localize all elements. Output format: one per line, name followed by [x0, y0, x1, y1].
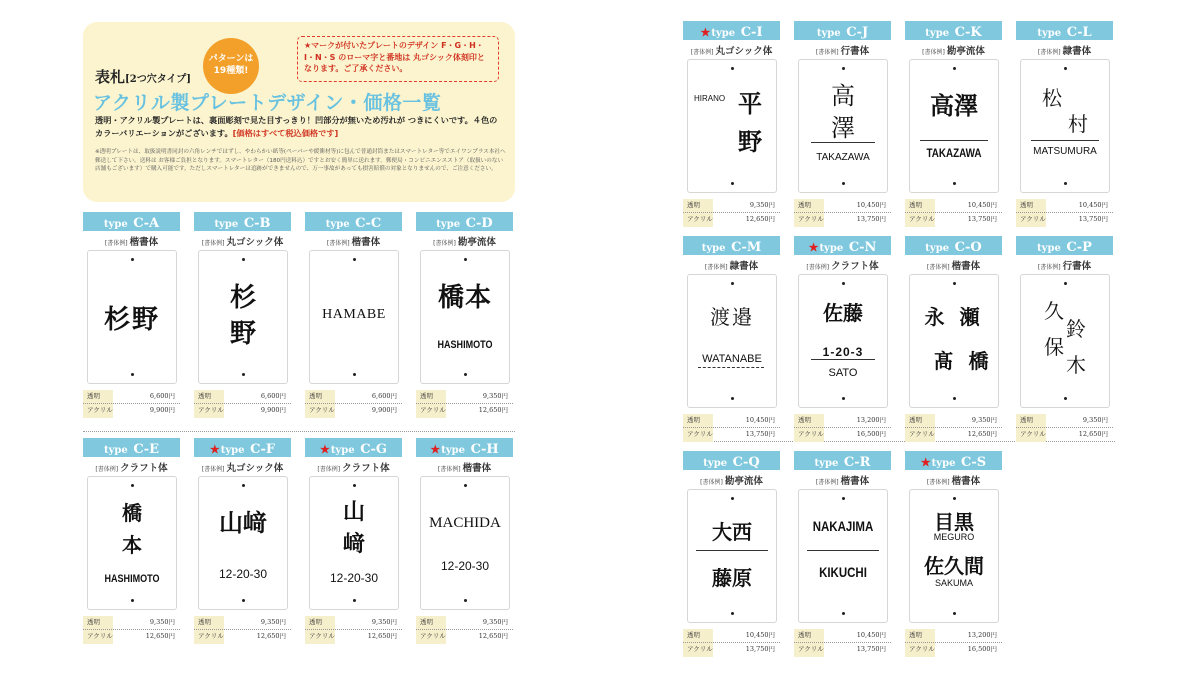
- font-style-label: [書体例] 楷書体: [926, 476, 981, 487]
- plate-card-c-p: [1016, 236, 1113, 444]
- price-acrylic: 12,650円: [478, 406, 508, 414]
- price-row-clear: 透明 9,350円: [194, 616, 291, 630]
- screw-hole: [242, 258, 245, 261]
- star-icon: ★: [209, 443, 220, 456]
- plate-card-c-b: [194, 212, 291, 420]
- plate-text: 12-20-30: [218, 567, 268, 581]
- plate-card-c-c: [305, 212, 402, 420]
- font-style-label: [書体例] 楷書体: [326, 237, 381, 248]
- font-style-label: [書体例] 丸ゴシック体: [690, 46, 773, 57]
- type-code: C-O: [954, 240, 982, 255]
- price-acrylic: 13,750円: [856, 645, 886, 653]
- price-row-acrylic: アクリル 13,750円: [794, 643, 891, 656]
- price-clear: 10,450円: [745, 631, 775, 639]
- type-label: type C-E: [103, 442, 160, 457]
- type-code: C-B: [243, 216, 271, 231]
- type-code: C-E: [133, 442, 160, 457]
- plate-rule: [698, 367, 764, 368]
- price-clear: 9,350円: [1082, 416, 1108, 424]
- screw-hole: [242, 373, 245, 376]
- type-code: C-Q: [732, 455, 760, 470]
- price-row-clear: 透明 9,350円: [683, 199, 780, 213]
- plate-text: 山: [342, 499, 365, 525]
- screw-hole: [953, 497, 956, 500]
- price-acrylic: 13,750円: [1078, 215, 1108, 223]
- screw-hole: [731, 397, 734, 400]
- font-style-label: [書体例] 勘亭流体: [922, 46, 985, 57]
- type-code: C-A: [133, 216, 160, 231]
- font-style-label: [書体例] 行書体: [815, 46, 870, 57]
- plate-card-c-d: [416, 212, 513, 420]
- price-table: [905, 199, 1002, 227]
- type-label: type C-J: [816, 25, 869, 40]
- price-clear: 10,450円: [745, 416, 775, 424]
- price-row-clear: 透明 10,450円: [905, 199, 1002, 213]
- plate-text: MEGURO: [933, 532, 975, 542]
- plate-text: 久: [1044, 299, 1064, 323]
- plate-sample: [909, 489, 999, 623]
- price-table: [794, 414, 891, 442]
- plate-sample: [687, 489, 777, 623]
- screw-hole: [242, 484, 245, 487]
- type-code: C-C: [355, 216, 382, 231]
- screw-hole: [953, 397, 956, 400]
- plate-text: 髙 橋: [933, 349, 993, 373]
- plate-text: MACHIDA: [429, 515, 501, 531]
- screw-hole: [953, 182, 956, 185]
- screw-hole: [464, 484, 467, 487]
- price-table: [683, 414, 780, 442]
- font-style-label: [書体例] 楷書体: [815, 476, 870, 487]
- type-label: ★type C-H: [430, 442, 499, 457]
- type-code: C-P: [1066, 240, 1092, 255]
- price-acrylic: 12,650円: [478, 632, 508, 640]
- star-notice: ★マークが付いたプレートのデザイン F・G・H・I・N・S のローマ字と番地は 丸ゴシック体刻印となります。ご了承ください。: [297, 36, 499, 82]
- plate-sample: [420, 476, 510, 610]
- price-table: [416, 390, 513, 418]
- price-clear: 9,350円: [971, 416, 997, 424]
- plate-sample: [1020, 59, 1110, 193]
- type-label: type C-K: [925, 25, 982, 40]
- plate-text: SAKUMA: [934, 578, 973, 588]
- plate-text: 平: [738, 90, 762, 118]
- price-acrylic: 13,750円: [856, 215, 886, 223]
- tax-note: [価格はすべて税込価格です]: [232, 127, 339, 138]
- plate-rule: [1031, 140, 1099, 141]
- plate-text: 村: [1068, 112, 1088, 136]
- type-code: C-G: [360, 442, 388, 457]
- price-row-acrylic: アクリル 16,500円: [794, 428, 891, 441]
- type-code: C-I: [740, 25, 763, 40]
- row-divider: [83, 431, 515, 432]
- screw-hole: [953, 282, 956, 285]
- price-row-clear: 透明 9,350円: [416, 390, 513, 404]
- price-clear: 9,350円: [149, 618, 175, 626]
- price-row-acrylic: アクリル 16,500円: [905, 643, 1002, 656]
- plate-card-c-l: [1016, 21, 1113, 229]
- plate-text: 1-20-3: [822, 345, 864, 359]
- plate-sample: [309, 476, 399, 610]
- plate-text: 高澤: [930, 92, 978, 120]
- type-label: type C-B: [214, 216, 271, 231]
- type-code: C-J: [846, 25, 869, 40]
- price-row-acrylic: アクリル 13,750円: [1016, 213, 1113, 226]
- plate-text: TAKAZAWA: [816, 152, 870, 163]
- price-table: [83, 390, 180, 418]
- plate-sample: [909, 274, 999, 408]
- plate-text: 本: [122, 533, 142, 557]
- screw-hole: [842, 397, 845, 400]
- page-title: アクリル製プレートデザイン・価格一覧: [93, 92, 442, 114]
- type-code: C-K: [954, 25, 982, 40]
- type-label: type C-M: [701, 240, 762, 255]
- price-table: [1016, 199, 1113, 227]
- price-row-acrylic: アクリル 12,650円: [194, 630, 291, 643]
- plate-text: 12-20-30: [440, 559, 490, 573]
- screw-hole: [842, 612, 845, 615]
- plate-text: KIKUCHI: [819, 564, 867, 580]
- price-row-acrylic: アクリル 12,650円: [416, 404, 513, 417]
- price-acrylic: 9,900円: [371, 406, 397, 414]
- price-clear: 10,450円: [856, 631, 886, 639]
- type-code: C-L: [1066, 25, 1092, 40]
- screw-hole: [842, 282, 845, 285]
- plate-card-c-m: [683, 236, 780, 444]
- price-clear: 9,350円: [260, 618, 286, 626]
- price-row-acrylic: アクリル 12,650円: [905, 428, 1002, 441]
- screw-hole: [131, 599, 134, 602]
- price-clear: 10,450円: [1078, 201, 1108, 209]
- screw-hole: [842, 67, 845, 70]
- screw-hole: [1064, 67, 1067, 70]
- plate-text: 﨑: [342, 531, 365, 557]
- font-style-label: [書体例] クラフト体: [95, 463, 168, 474]
- type-label: type C-O: [925, 240, 982, 255]
- pattern-count-badge: パターンは19種類!: [203, 38, 259, 94]
- plate-text: 山﨑: [219, 509, 267, 537]
- font-style-label: [書体例] 隷書体: [704, 261, 759, 272]
- price-acrylic: 13,750円: [745, 430, 775, 438]
- price-row-acrylic: アクリル 12,650円: [683, 213, 780, 226]
- price-clear: 10,450円: [967, 201, 997, 209]
- plate-card-c-j: [794, 21, 891, 229]
- price-acrylic: 9,900円: [149, 406, 175, 414]
- plate-rule: [811, 359, 875, 360]
- plate-text: 佐藤: [823, 301, 863, 325]
- plate-card-c-g: [305, 438, 402, 646]
- star-icon: ★: [920, 456, 931, 469]
- price-clear: 9,350円: [749, 201, 775, 209]
- plate-rule: [811, 142, 875, 143]
- type-code: C-H: [470, 442, 499, 457]
- screw-hole: [131, 373, 134, 376]
- plate-rule: [920, 140, 988, 141]
- font-style-label: [書体例] クラフト体: [806, 261, 879, 272]
- screw-hole: [953, 612, 956, 615]
- plate-card-c-i: [683, 21, 780, 229]
- price-table: [794, 199, 891, 227]
- plate-sample: [309, 250, 399, 384]
- plate-rule: [696, 550, 768, 551]
- type-code: C-D: [465, 216, 493, 231]
- price-acrylic: 12,650円: [745, 215, 775, 223]
- type-label: type C-C: [325, 216, 382, 231]
- plate-sample: [798, 274, 888, 408]
- type-label: type C-R: [814, 455, 871, 470]
- screw-hole: [1064, 282, 1067, 285]
- plate-text: TAKAZAWA: [926, 146, 982, 160]
- price-row-clear: 透明 13,200円: [905, 629, 1002, 643]
- plate-text: 12-20-30: [329, 571, 379, 585]
- price-row-clear: 透明 10,450円: [683, 414, 780, 428]
- plate-sample: [798, 59, 888, 193]
- plate-rule: [807, 550, 879, 551]
- plate-sample: [909, 59, 999, 193]
- plate-text: 橋: [122, 501, 142, 525]
- plate-text: 目黒: [934, 510, 974, 534]
- plate-text: 松: [1042, 86, 1062, 110]
- plate-text: 野: [229, 319, 256, 349]
- type-label: type C-P: [1037, 240, 1092, 255]
- price-row-clear: 透明 6,600円: [305, 390, 402, 404]
- plate-text: 木: [1066, 353, 1086, 377]
- plate-card-c-s: [905, 451, 1002, 659]
- plate-text: 高: [831, 82, 855, 110]
- screw-hole: [464, 373, 467, 376]
- price-acrylic: 12,650円: [1078, 430, 1108, 438]
- screw-hole: [353, 599, 356, 602]
- plate-text: 佐久間: [924, 554, 984, 578]
- screw-hole: [353, 258, 356, 261]
- price-row-clear: 透明 10,450円: [1016, 199, 1113, 213]
- plate-card-c-h: [416, 438, 513, 646]
- screw-hole: [131, 258, 134, 261]
- type-label: type C-A: [103, 216, 160, 231]
- type-code: C-S: [961, 455, 987, 470]
- type-label: ★type C-F: [209, 442, 276, 457]
- price-row-clear: 透明 10,450円: [683, 629, 780, 643]
- plate-text: HASHIMOTO: [437, 339, 493, 351]
- plate-sample: [87, 476, 177, 610]
- price-row-clear: 透明 6,600円: [83, 390, 180, 404]
- price-table: [683, 199, 780, 227]
- price-acrylic: 12,650円: [256, 632, 286, 640]
- price-row-clear: 透明 13,200円: [794, 414, 891, 428]
- font-style-label: [書体例] 丸ゴシック体: [201, 463, 284, 474]
- font-style-label: [書体例] 丸ゴシック体: [201, 237, 284, 248]
- price-clear: 9,350円: [482, 392, 508, 400]
- price-clear: 9,350円: [371, 618, 397, 626]
- price-row-acrylic: アクリル 13,750円: [683, 643, 780, 656]
- screw-hole: [842, 497, 845, 500]
- font-style-label: [書体例] 行書体: [1037, 261, 1092, 272]
- price-row-clear: 透明 10,450円: [794, 629, 891, 643]
- plate-card-c-o: [905, 236, 1002, 444]
- price-table: [794, 629, 891, 657]
- star-icon: ★: [700, 26, 711, 39]
- type-code: C-R: [843, 455, 871, 470]
- price-table: [305, 390, 402, 418]
- font-style-label: [書体例] 楷書体: [926, 261, 981, 272]
- star-icon: ★: [808, 241, 819, 254]
- screw-hole: [731, 182, 734, 185]
- plate-text: 鈴: [1066, 317, 1086, 341]
- plate-card-c-k: [905, 21, 1002, 229]
- price-clear: 13,200円: [856, 416, 886, 424]
- price-row-clear: 透明 6,600円: [194, 390, 291, 404]
- plate-sample: [198, 476, 288, 610]
- product-description: 透明・アクリル製プレートは、裏面彫刻で見た目すっきり！凹部分が無いため汚れが つきにくいです。４色のカラーバリエーションがございます。[価格はすべて税込価格です]: [95, 115, 498, 138]
- screw-hole: [731, 67, 734, 70]
- screw-hole: [1064, 182, 1067, 185]
- type-code: C-N: [848, 240, 877, 255]
- price-row-clear: 透明 9,350円: [416, 616, 513, 630]
- price-row-acrylic: アクリル 9,900円: [305, 404, 402, 417]
- plate-text: NAKAJIMA: [812, 518, 874, 534]
- price-row-acrylic: アクリル 9,900円: [194, 404, 291, 417]
- price-row-acrylic: アクリル 13,750円: [794, 213, 891, 226]
- type-label: ★type C-S: [920, 455, 987, 470]
- screw-hole: [1064, 397, 1067, 400]
- plate-sample: [687, 59, 777, 193]
- price-table: [905, 629, 1002, 657]
- plate-sample: [798, 489, 888, 623]
- price-clear: 9,350円: [482, 618, 508, 626]
- screw-hole: [464, 599, 467, 602]
- plate-text: HASHIMOTO: [104, 573, 160, 585]
- price-row-acrylic: アクリル 12,650円: [83, 630, 180, 643]
- screw-hole: [731, 497, 734, 500]
- plate-text: HAMABE: [322, 307, 386, 322]
- price-acrylic: 9,900円: [260, 406, 286, 414]
- plate-text: 澤: [831, 114, 855, 142]
- price-table: [305, 616, 402, 644]
- price-row-acrylic: アクリル 12,650円: [416, 630, 513, 643]
- font-style-label: [書体例] クラフト体: [317, 463, 390, 474]
- screw-hole: [353, 373, 356, 376]
- screw-hole: [353, 484, 356, 487]
- plate-text: 杉: [229, 283, 256, 313]
- price-table: [194, 616, 291, 644]
- price-row-clear: 透明 9,350円: [905, 414, 1002, 428]
- plate-text: WATANABE: [702, 353, 762, 365]
- price-acrylic: 12,650円: [367, 632, 397, 640]
- price-row-clear: 透明 9,350円: [1016, 414, 1113, 428]
- plate-card-c-n: [794, 236, 891, 444]
- plate-text: MATSUMURA: [1033, 146, 1097, 157]
- plate-text: HIRANO: [694, 94, 726, 103]
- price-acrylic: 16,500円: [856, 430, 886, 438]
- price-table: [416, 616, 513, 644]
- plate-sample: [1020, 274, 1110, 408]
- font-style-label: [書体例] 楷書体: [104, 237, 159, 248]
- plate-text: 永 瀬: [924, 305, 984, 329]
- fine-print: ※透明プレートは、取扱説明書同封の六角レンチではずし、やわらかい紙等(ペーパーや緩衝材等)に包んで普通封筒またはスマートレター等でエイワンプラス本社へ郵送して下さい。送料は お客様ご負担となります。スマートレター（180円送料込）ですとお安く簡単に送れます。郵便局・コンビニエンスストア（取扱いのない店舗もございます）で購入可能です。ただしスマートレターは追跡ができませんので、万一事故があっても損害賠償の対象となりませんので、ご注意ください。: [95, 149, 506, 173]
- screw-hole: [464, 258, 467, 261]
- plate-text: 大西: [712, 520, 752, 544]
- price-clear: 6,600円: [371, 392, 397, 400]
- price-row-clear: 透明 10,450円: [794, 199, 891, 213]
- plate-card-c-q: [683, 451, 780, 659]
- type-label: type C-L: [1037, 25, 1092, 40]
- type-code: C-F: [250, 442, 276, 457]
- price-row-acrylic: アクリル 12,650円: [1016, 428, 1113, 441]
- plate-text: 杉野: [103, 305, 160, 335]
- screw-hole: [131, 484, 134, 487]
- type-label: ★type C-I: [700, 25, 763, 40]
- type-label: type C-D: [436, 216, 493, 231]
- price-acrylic: 16,500円: [967, 645, 997, 653]
- plate-text: 保: [1044, 335, 1064, 359]
- plate-sample: [420, 250, 510, 384]
- price-clear: 13,200円: [967, 631, 997, 639]
- price-row-acrylic: アクリル 13,750円: [905, 213, 1002, 226]
- plate-card-c-a: [83, 212, 180, 420]
- type-label: ★type C-N: [808, 240, 877, 255]
- type-code: C-M: [731, 240, 762, 255]
- plate-card-c-r: [794, 451, 891, 659]
- price-row-acrylic: アクリル 9,900円: [83, 404, 180, 417]
- screw-hole: [242, 599, 245, 602]
- screw-hole: [731, 612, 734, 615]
- plate-text: SATO: [828, 367, 858, 379]
- price-row-clear: 透明 9,350円: [83, 616, 180, 630]
- price-row-acrylic: アクリル 13,750円: [683, 428, 780, 441]
- price-table: [905, 414, 1002, 442]
- star-icon: ★: [319, 443, 330, 456]
- plate-card-c-f: [194, 438, 291, 646]
- font-style-label: [書体例] 楷書体: [437, 463, 492, 474]
- screw-hole: [731, 282, 734, 285]
- price-acrylic: 13,750円: [967, 215, 997, 223]
- price-acrylic: 12,650円: [145, 632, 175, 640]
- plate-sample: [87, 250, 177, 384]
- plate-text: 渡邉: [710, 305, 754, 329]
- price-table: [83, 616, 180, 644]
- catalog-header: [83, 22, 515, 202]
- screw-hole: [953, 67, 956, 70]
- plate-card-c-e: [83, 438, 180, 646]
- plate-text: 橋本: [437, 283, 492, 313]
- screw-hole: [842, 182, 845, 185]
- plate-sample: [198, 250, 288, 384]
- price-clear: 10,450円: [856, 201, 886, 209]
- type-label: type C-Q: [703, 455, 760, 470]
- price-table: [194, 390, 291, 418]
- font-style-label: [書体例] 勘亭流体: [700, 476, 763, 487]
- plate-sample: [687, 274, 777, 408]
- price-table: [683, 629, 780, 657]
- price-clear: 6,600円: [260, 392, 286, 400]
- price-acrylic: 13,750円: [745, 645, 775, 653]
- font-style-label: [書体例] 勘亭流体: [433, 237, 496, 248]
- price-table: [1016, 414, 1113, 442]
- plate-text: 野: [738, 128, 762, 156]
- type-label: ★type C-G: [319, 442, 388, 457]
- star-icon: ★: [430, 443, 441, 456]
- price-acrylic: 12,650円: [967, 430, 997, 438]
- price-row-clear: 透明 9,350円: [305, 616, 402, 630]
- price-clear: 6,600円: [149, 392, 175, 400]
- font-style-label: [書体例] 隷書体: [1037, 46, 1092, 57]
- product-title: 表札[2つ穴タイプ]: [95, 68, 191, 86]
- price-row-acrylic: アクリル 12,650円: [305, 630, 402, 643]
- plate-text: 藤原: [712, 566, 752, 590]
